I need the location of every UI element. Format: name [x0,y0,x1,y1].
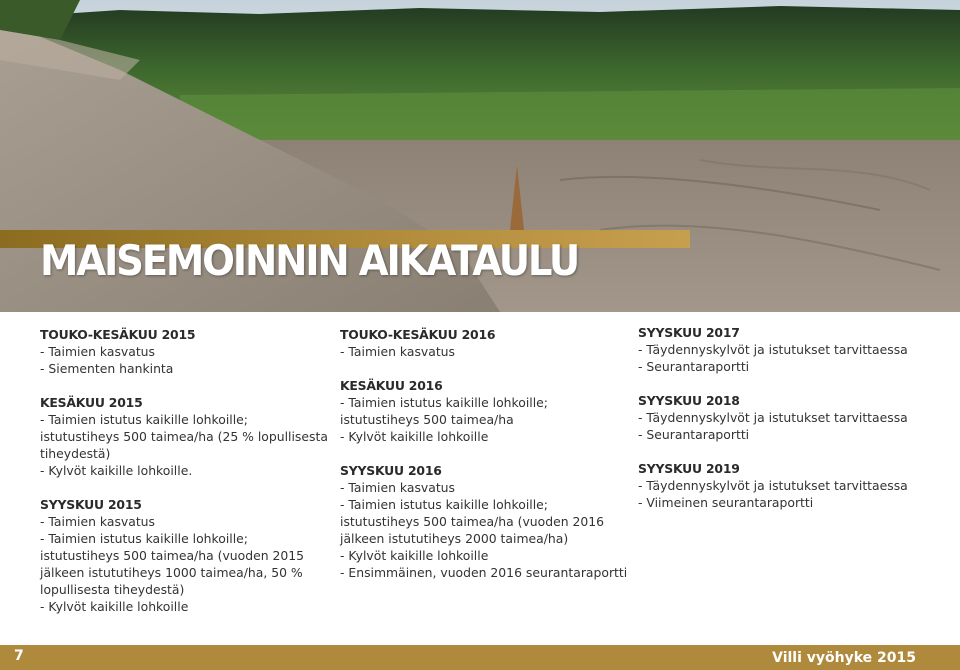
footer-bar [0,645,960,670]
section-line: - Täydennyskylvöt ja istutukset tarvittaessa [638,410,908,425]
section-line: - Viimeinen seurantaraportti [638,495,814,510]
section-heading: SYYSKUU 2015 [40,497,142,512]
section-heading: KESÄKUU 2015 [40,395,143,410]
section-line: - Taimien kasvatus [40,514,155,529]
section-line: - Kylvöt kaikille lohkoille [40,599,189,614]
schedule-section [340,377,630,445]
section-heading: SYYSKUU 2018 [638,393,740,408]
section-line: - Kylvöt kaikille lohkoille [340,429,489,444]
section-line: - Taimien istutus kaikille lohkoille; istutustiheys 500 taimea/ha (25 % lopullisesta tiheydestä) [40,412,328,461]
schedule-section [40,326,330,377]
section-line: - Taimien istutus kaikille lohkoille; istutustiheys 500 taimea/ha (vuoden 2015 jälkeen istututiheys 1000 taimea/ha, 50 % lopullisesta tiheydestä) [40,531,305,597]
schedule-column-1 [40,326,330,632]
schedule-section [40,394,330,479]
schedule-section [638,460,928,511]
section-line: - Taimien kasvatus [40,344,155,359]
schedule-section [638,392,928,443]
section-heading: SYYSKUU 2019 [638,461,740,476]
schedule-section [638,324,928,375]
section-heading: KESÄKUU 2016 [340,378,443,393]
section-line: - Kylvöt kaikille lohkoille. [40,463,193,478]
section-line: - Seurantaraportti [638,359,750,374]
section-heading: TOUKO-KESÄKUU 2015 [40,327,196,342]
section-heading: SYYSKUU 2017 [638,325,740,340]
page-title: MAISEMOINNIN AIKATAULU [40,236,579,285]
section-line: - Ensimmäinen, vuoden 2016 seurantaraportti [340,565,628,580]
section-line: - Siementen hankinta [40,361,174,376]
section-line: - Taimien istutus kaikille lohkoille; istutustiheys 500 taimea/ha [340,395,548,427]
section-line: - Täydennyskylvöt ja istutukset tarvittaessa [638,342,908,357]
section-line: - Taimien kasvatus [340,480,455,495]
section-line: - Täydennyskylvöt ja istutukset tarvittaessa [638,478,908,493]
schedule-column-3 [638,324,928,528]
schedule-section [340,462,630,581]
section-line: - Taimien kasvatus [340,344,455,359]
section-heading: SYYSKUU 2016 [340,463,442,478]
schedule-column-2 [340,326,630,598]
section-line: - Taimien istutus kaikille lohkoille; istutustiheys 500 taimea/ha (vuoden 2016 jälkeen istututiheys 2000 taimea/ha) [340,497,605,546]
publication-name: Villi vyöhyke 2015 [772,650,916,666]
section-line: - Kylvöt kaikille lohkoille [340,548,489,563]
page-number: 7 [14,648,24,664]
schedule-section [40,496,330,615]
schedule-section [340,326,630,360]
section-heading: TOUKO-KESÄKUU 2016 [340,327,496,342]
section-line: - Seurantaraportti [638,427,750,442]
